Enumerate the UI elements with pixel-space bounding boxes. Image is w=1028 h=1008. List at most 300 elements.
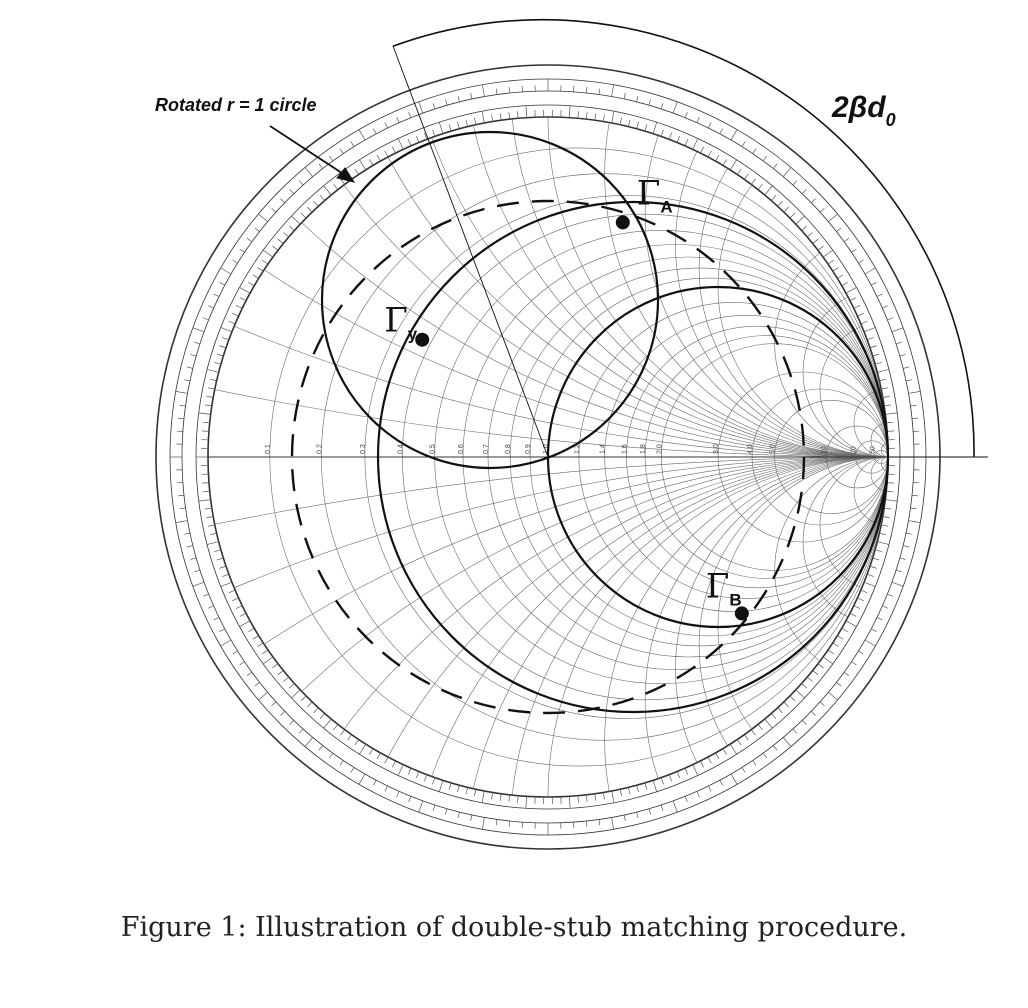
scale-tick [471,815,472,821]
scale-tick [203,318,209,320]
scale-tick [790,696,795,701]
scale-tick [178,495,184,496]
scale-tick [457,122,459,129]
scale-tick [208,388,215,389]
label-arrow [270,126,354,182]
scale-tick [881,388,888,389]
scale-tick [906,380,912,381]
scale-tick [720,780,723,785]
scale-tick [187,367,193,368]
scale-tick [884,405,891,406]
scale-tick [351,767,354,772]
scale-tick [222,574,229,576]
scale-tick [359,774,365,784]
scale-tick [569,106,570,118]
scale-tick [844,672,849,676]
scale-tick [836,682,841,686]
scale-tick [875,550,882,552]
axis-tick-label: 5.0 [769,444,777,454]
scale-tick [319,164,323,169]
scale-tick [291,216,300,224]
scale-tick [765,719,773,728]
scale-tick [882,606,887,608]
scale-tick [219,566,226,568]
point-symbol: Γ [705,566,730,607]
scale-tick [850,298,856,301]
scale-tick [199,413,211,415]
scale-tick [807,677,812,682]
scale-tick [449,124,451,131]
scale-tick [861,590,867,593]
scale-tick [833,643,839,647]
scale-tick [217,354,224,356]
scale-tick [458,812,459,818]
scale-tick [471,93,472,99]
scale-tick [807,232,812,237]
scale-tick [500,113,501,120]
scale-tick [301,213,306,218]
scale-tick [578,111,579,118]
scale-tick [908,521,920,523]
scale-tick [887,431,894,432]
angle-label-subscript: 0 [885,110,896,130]
scale-tick [207,369,219,372]
point-gamma_a [616,215,630,229]
scale-tick [291,690,300,698]
scale-tick [858,651,863,654]
scale-tick [653,122,657,133]
scale-tick [203,491,210,492]
scale-tick [870,346,877,348]
scale-tick [221,327,232,331]
scale-tick [669,775,671,782]
scale-tick [334,724,338,730]
reactance-arc-pos-10 [605,0,1028,457]
scale-tick [763,753,767,758]
axis-tick-label: 10 [821,446,829,454]
point-label-gamma_y [384,301,418,344]
scale-tick [628,787,630,794]
scale-tick [409,112,411,118]
scale-tick [828,214,837,222]
scale-tick [474,118,475,125]
scale-tick [599,819,600,825]
scale-tick [180,405,186,406]
scale-tick [299,181,303,185]
scale-tick [206,517,213,518]
scale-tick [247,672,252,676]
scale-tick [263,250,273,257]
scale-tick [882,306,887,308]
scale-tick [896,570,902,572]
scale-tick [677,136,680,142]
reactance-arc-neg-2 [0,457,1028,880]
scale-tick [247,238,252,242]
scale-tick [637,122,639,129]
scale-tick [595,113,596,120]
scale-tick [828,650,834,654]
scale-tick [796,216,805,224]
reactance-arc-pos-11 [645,0,1028,457]
scale-tick [783,167,791,176]
scale-tick [221,582,232,586]
scale-tick [669,133,671,140]
scale-tick [207,542,219,545]
scale-tick [854,305,860,308]
scale-tick [887,594,893,596]
scale-tick [844,238,849,242]
scale-tick [240,662,245,665]
scale-tick [262,650,268,654]
scale-tick [397,117,399,122]
scale-tick [906,533,912,534]
scale-tick [811,711,815,715]
scale-tick [359,130,365,140]
scale-tick [708,123,711,128]
axis-tick-label: 50 [869,446,877,454]
scale-tick [737,739,741,745]
scale-tick [793,729,797,733]
point-label-gamma_b [706,566,742,609]
angle-label [831,91,896,130]
scale-tick [220,629,225,632]
scale-tick [272,702,276,706]
scale-tick [329,156,333,161]
point-subscript: y [407,324,418,344]
scale-tick [359,160,365,170]
scale-tick [283,677,288,682]
scale-tick [341,730,345,736]
scale-tick [818,664,824,668]
angle-radial-line [393,46,548,457]
scale-tick [716,753,719,759]
scale-tick [398,139,403,150]
scale-tick [449,783,451,790]
scale-tick [586,795,587,802]
scale-tick [526,796,527,808]
scale-tick [232,313,238,316]
scale-tick [833,267,839,271]
scale-tick [612,791,614,803]
scale-tick [864,327,875,331]
scale-tick [887,483,894,484]
scale-tick [693,765,698,776]
scale-tick [351,142,354,147]
scale-tick [649,99,651,105]
scale-tick [885,413,897,415]
scale-tick [208,306,213,308]
scale-tick [837,636,843,640]
scale-tick [229,590,235,593]
scale-tick [398,765,403,776]
axis-tick-label: 2.0 [656,444,664,454]
scale-tick [314,708,319,713]
scale-tick [445,99,447,105]
scale-tick [870,566,877,568]
reactance-arc-pos-13 [699,79,1028,457]
scale-tick [466,120,468,127]
scale-tick [708,757,711,763]
scale-tick [214,617,219,620]
point-symbol: Γ [384,300,408,341]
scale-tick [836,228,841,232]
scale-tick [802,226,807,231]
scale-tick [842,282,848,286]
scale-tick [203,594,209,596]
scale-tick [886,422,893,423]
scale-tick [910,508,916,509]
scale-tick [884,508,891,509]
scale-tick [744,174,748,180]
scale-tick [492,115,493,122]
scale-tick [753,760,756,765]
scale-tick [319,745,323,750]
scale-tick [603,115,604,122]
scale-tick [301,696,306,701]
scale-tick [290,720,294,724]
axis-tick-label: 0.2 [316,444,324,454]
axis-tick-label: 0.5 [429,444,437,454]
scale-tick [637,812,638,818]
scale-tick [731,774,737,784]
scale-tick [873,354,880,356]
scale-tick [773,164,777,169]
scale-tick [408,139,411,145]
scale-tick [205,405,212,406]
scale-tick [526,106,527,118]
scale-tick [871,282,876,285]
scale-tick [758,724,762,730]
scale-tick [586,821,587,827]
scale-tick [409,796,411,802]
axis-tick-label: 1.2 [573,444,581,454]
scale-tick [236,606,242,609]
scale-tick [873,558,880,560]
scale-tick [854,606,860,609]
scale-tick [509,87,510,93]
scale-tick [355,169,359,175]
scale-tick [595,794,596,801]
scale-tick [208,606,213,608]
scale-tick [190,558,196,560]
scale-tick [620,118,621,125]
scale-tick [248,628,254,632]
scale-tick [348,735,352,741]
reactance-arc-neg-10 [605,457,1028,880]
scale-tick [233,651,238,654]
scale-tick [340,149,343,154]
scale-tick [742,142,745,147]
scale-tick [730,744,736,754]
scale-tick [813,239,818,243]
scale-tick [305,737,313,746]
scale-tick [408,768,411,774]
scale-tick [194,570,200,572]
scale-tick [857,313,863,316]
scale-tick [751,730,755,736]
scale-tick [790,213,795,218]
scale-tick [716,155,719,161]
scale-tick [881,525,888,526]
scale-tick [828,260,834,264]
angle-label-main: 2βd [832,91,886,124]
scale-tick [272,664,278,668]
scale-tick [373,780,376,785]
scale-tick [887,318,893,320]
scale-tick [385,151,388,157]
scale-tick [661,778,663,785]
scale-tick [586,87,587,93]
scale-tick [220,282,225,285]
scale-tick [229,321,235,324]
scale-tick [802,189,806,193]
scale-tick [359,744,365,754]
scale-tick [194,342,200,344]
scale-tick [877,294,882,297]
scale-tick [783,737,791,746]
scale-tick [258,214,267,222]
scale-tick [466,787,468,794]
scale-tick [673,102,677,113]
scale-tick [578,796,579,803]
scale-tick [214,550,221,552]
scale-tick [433,130,435,137]
reactance-arc-neg-12 [676,457,1028,880]
scale-tick [751,179,755,185]
scale-tick [289,683,294,688]
scale-tick [233,260,238,263]
scale-tick [603,792,604,799]
scale-tick [419,102,423,113]
scale-tick [731,130,737,140]
scale-tick [753,149,756,154]
axis-tick-label: 1.6 [621,444,629,454]
scale-tick [850,613,856,616]
scale-tick [802,720,806,724]
scale-tick [458,96,459,102]
scale-tick [203,422,210,423]
scale-tick [205,508,212,509]
scale-tick [624,93,625,99]
scale-tick [221,268,231,274]
scale-tick [620,789,621,796]
scale-tick [857,598,863,601]
scale-tick [661,130,663,137]
scale-tick [193,328,204,332]
scale-tick [262,260,268,264]
scale-tick [190,354,196,356]
scale-tick [214,362,221,364]
scale-tick [210,379,217,381]
scale-tick [784,702,789,707]
scale-tick [221,640,231,646]
scale-tick [385,123,388,128]
scale-tick [837,275,843,279]
scale-tick [846,621,857,627]
scale-tick [892,328,903,332]
scale-tick [377,753,380,759]
scale-tick [896,342,902,344]
scale-tick [392,147,395,153]
scale-tick [482,791,484,803]
scale-tick [278,239,283,243]
scale-tick [586,112,587,119]
scale-tick [334,184,338,190]
axis-tick-label: 0.6 [458,444,465,454]
scale-tick [236,305,242,308]
scale-tick [903,367,909,368]
scale-tick [240,287,251,293]
scale-tick [877,542,889,545]
scale-tick [612,817,614,829]
scale-tick [305,167,313,176]
scale-tick [280,199,284,203]
scale-tick [624,815,625,821]
scale-tick [424,775,426,782]
scale-tick [811,199,815,203]
scale-tick [314,201,319,206]
axis-tick-label: 0.3 [359,444,367,454]
scale-tick [272,246,278,250]
scale-tick [419,801,423,812]
scale-tick [385,757,388,763]
scale-tick [708,786,711,791]
scale-tick [912,418,918,419]
scale-tick [206,396,213,397]
scale-tick [324,186,332,195]
reactance-arc-pos-5 [321,0,1028,457]
point-label-gamma_a [637,173,673,216]
scale-tick [818,246,824,250]
scale-tick [645,783,647,790]
scale-tick [482,111,484,123]
scale-tick [253,275,259,279]
scale-tick [645,124,647,131]
scale-tick [569,796,570,808]
scale-tick [258,692,267,700]
scale-tick [886,491,893,492]
scale-tick [416,772,419,778]
scale-tick [851,249,856,252]
scale-tick [773,745,777,750]
scale-tick [883,517,890,518]
scale-tick [474,789,475,796]
scale-tick [272,208,276,212]
scale-tick [253,636,259,640]
scale-tick [240,298,246,301]
scale-tick [771,195,776,200]
scale-tick [482,85,484,97]
scale-tick [784,207,789,212]
scale-tick [875,362,882,364]
scale-tick [879,379,886,381]
scale-tick [257,267,263,271]
scale-tick [813,670,818,674]
scale-tick [439,122,443,133]
scale-tick [828,692,837,700]
scale-tick [329,753,333,758]
scale-tick [416,136,419,142]
scale-tick [180,508,186,509]
scale-tick [320,713,325,718]
scale-tick [661,103,663,109]
scale-tick [637,785,639,792]
scale-tick [685,796,687,802]
scale-tick [433,103,435,109]
axis-tick-label: 0.9 [525,444,533,454]
scale-tick [900,558,906,560]
axis-tick-label: 1.4 [599,444,607,454]
